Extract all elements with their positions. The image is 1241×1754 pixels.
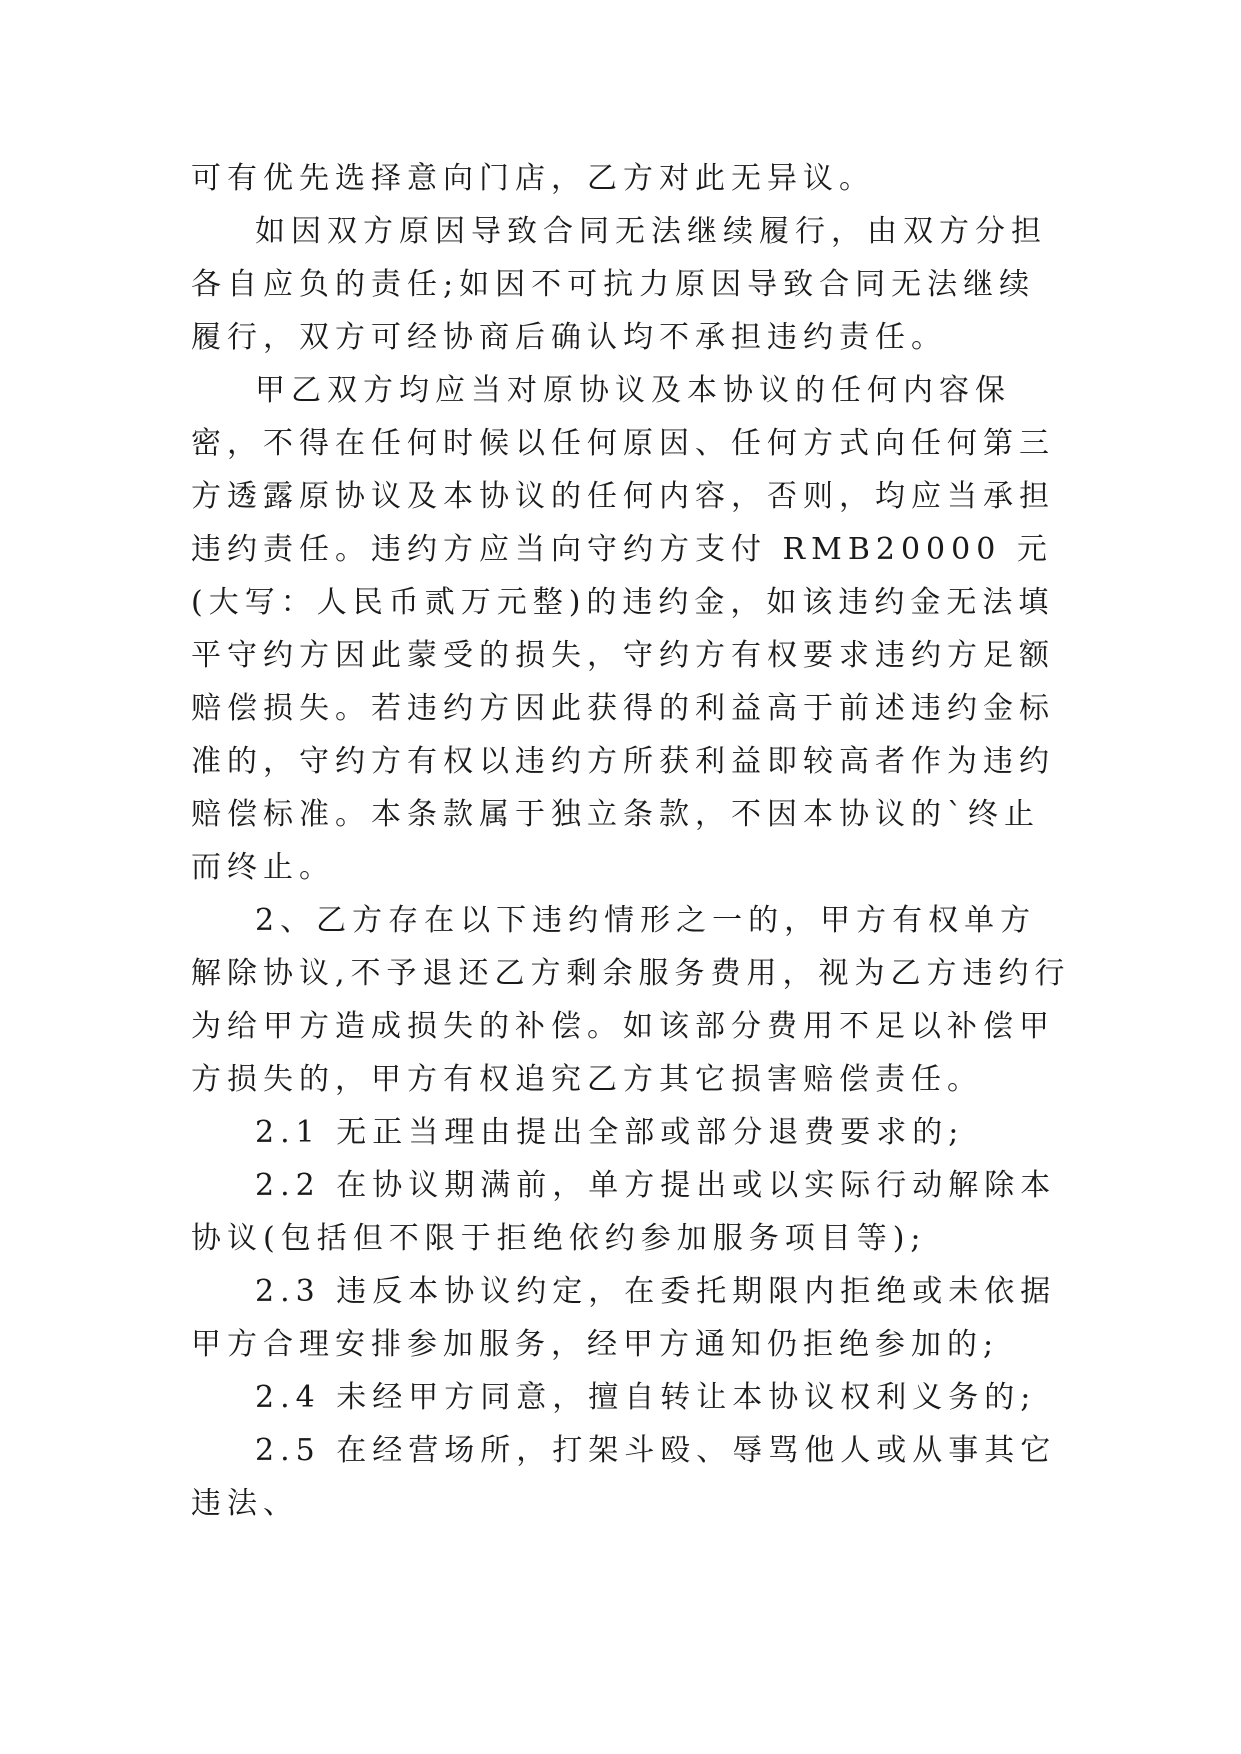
clause-2-5: 2.5 在经营场所，打架斗殴、辱骂他人或从事其它违法、 (191, 1433, 1057, 1521)
paragraph-continuation: 可有优先选择意向门店，乙方对此无异议。 (191, 161, 875, 196)
clause-2-2: 2.2 在协议期满前，单方提出或以实际行动解除本协议(包括但不限于拒绝依约参加服务项目等); (191, 1168, 1057, 1256)
paragraph-responsibility: 如因双方原因导致合同无法继续履行，由双方分担各自应负的责任;如因不可抗力原因导致合同无法继续履行，双方可经协商后确认均不承担违约责任。 (191, 214, 1047, 355)
clause-2-4: 2.4 未经甲方同意，擅自转让本协议权利义务的; (255, 1380, 1037, 1415)
paragraph-breach-clause-2: 2、乙方存在以下违约情形之一的，甲方有权单方解除协议,不予退还乙方剩余服务费用，视为乙方违约行为给甲方造成损失的补偿。如该部分费用不足以补偿甲方损失的，甲方有权追究乙方其它损害赔偿责任。 (191, 903, 1071, 1097)
paragraph-confidentiality: 甲乙双方均应当对原协议及本协议的任何内容保密，不得在任何时候以任何原因、任何方式向任何第三方透露原协议及本协议的任何内容，否则，均应当承担违约责任。违约方应当向守约方支付 RMB20000 元(大写：人民币贰万元整)的违约金，如该违约金无法填平守约方因此蒙受的损失，守约方有权要求违约方足额赔偿损失。若违约方因此获得的利益高于前述违约金标准的，守约方有权以违约方所获利益即较高者作为违约赔偿标准。本条款属于独立条款，不因本协议的`终止而终止。 (191, 373, 1055, 885)
document-body (191, 152, 1071, 1530)
clause-2-3: 2.3 违反本协议约定，在委托期限内拒绝或未依据甲方合理安排参加服务，经甲方通知仍拒绝参加的; (191, 1274, 1057, 1362)
clause-2-1: 2.1 无正当理由提出全部或部分退费要求的; (255, 1115, 965, 1150)
